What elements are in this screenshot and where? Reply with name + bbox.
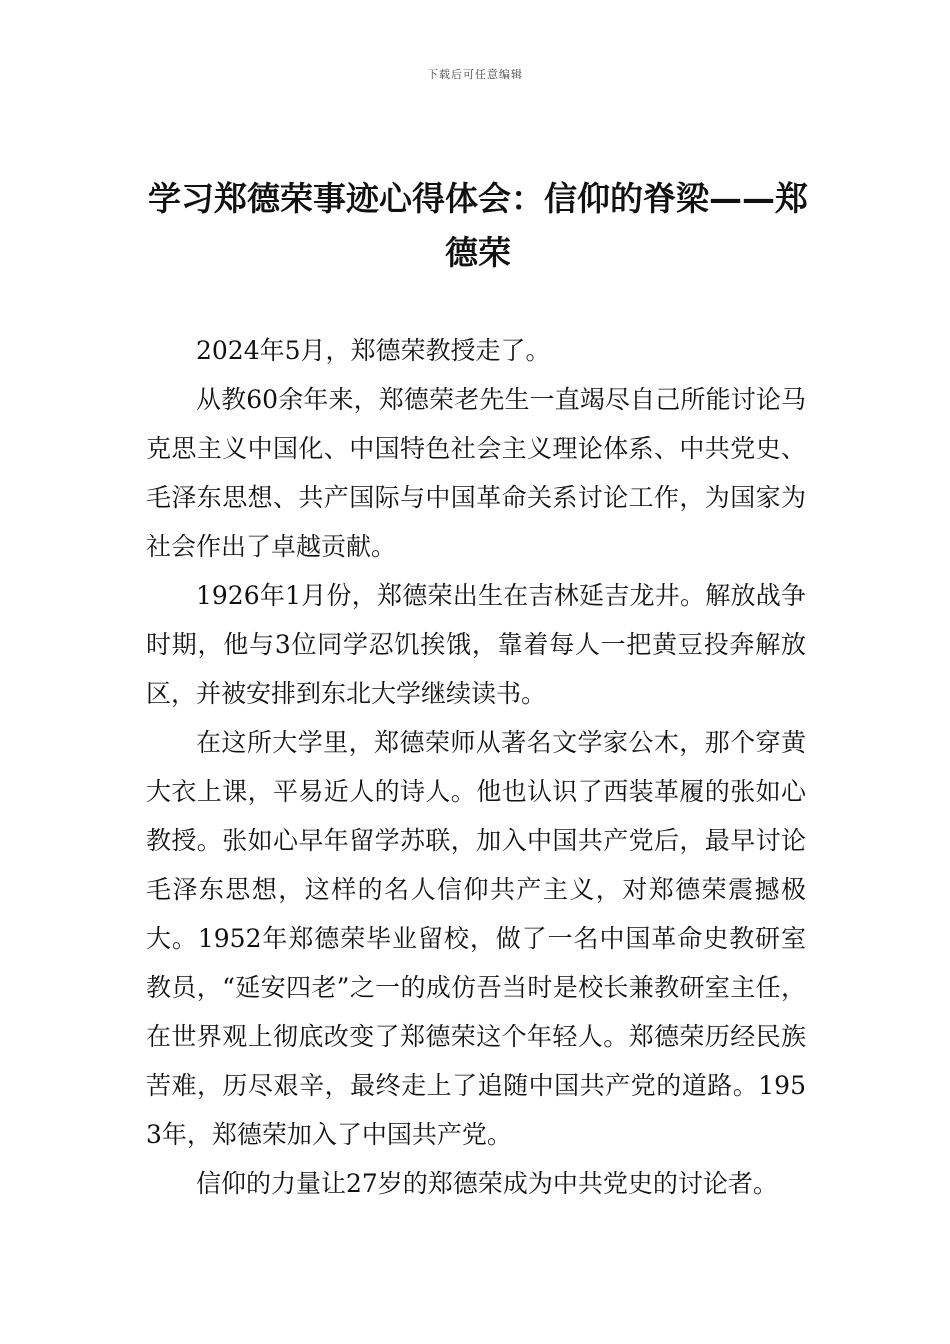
- document-body: [146, 326, 806, 1208]
- paragraph: 1926年1月份，郑德荣出生在吉林延吉龙井。解放战争时期，他与3位同学忍饥挨饿，靠着每人一把黄豆投奔解放区，并被安排到东北大学继续读书。: [146, 581, 806, 708]
- header-note: 下载后可任意编辑: [427, 68, 523, 81]
- paragraph: 信仰的力量让27岁的郑德荣成为中共党史的讨论者。: [196, 1169, 778, 1198]
- document-title: 学习郑德荣事迹心得体会：信仰的脊梁——郑德荣: [148, 179, 808, 272]
- paragraph: 在这所大学里，郑德荣师从著名文学家公木，那个穿黄大衣上课，平易近人的诗人。他也认识了西装革履的张如心教授。张如心早年留学苏联，加入中国共产党后，最早讨论毛泽东思想，这样的名人信仰共产主义，对郑德荣震撼极大。1952年郑德荣毕业留校，做了一名中国革命史教研室教员，“延安四老”之一的成仿吾当时是校长兼教研室主任，在世界观上彻底改变了郑德荣这个年轻人。郑德荣历经民族苦难，历尽艰辛，最终走上了追随中国共产党的道路。1953年，郑德荣加入了中国共产党。: [146, 728, 806, 1149]
- paragraph: 从教60余年来，郑德荣老先生一直竭尽自己所能讨论马克思主义中国化、中国特色社会主义理论体系、中共党史、毛泽东思想、共产国际与中国革命关系讨论工作，为国家为社会作出了卓越贡献。: [146, 385, 806, 561]
- paragraph: 2024年5月，郑德荣教授走了。: [196, 336, 551, 365]
